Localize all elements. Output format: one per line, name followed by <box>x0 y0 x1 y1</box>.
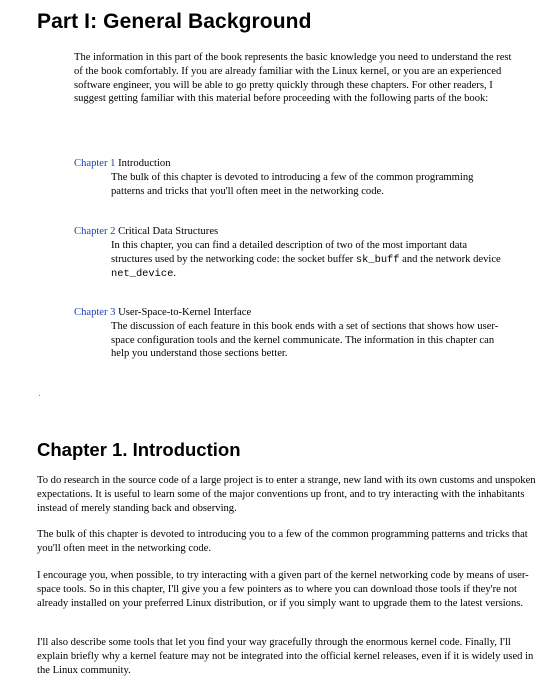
chapter-entry-description: The discussion of each feature in this book ends with a set of sections that shows how user-space configuration tools and the kernel communicate. The information in this chapter can help you understand those sections better. <box>111 320 499 360</box>
body-paragraph: To do research in the source code of a large project is to enter a strange, new land with its own customs and unspoken expectations. It is useful to learn some of the major conventions up front, and to try interacting with the inhabitants instead of merely standing back and observing. <box>37 475 536 514</box>
chapter-3-link[interactable]: Chapter 3 <box>74 307 116 318</box>
body-paragraph: I'll also describe some tools that let you find your way gracefully through the enormous kernel code. Finally, I'll explain briefly why a kernel feature may not be integrated into the official kernel releases, even if it is widely used in the Linux community. <box>37 637 534 676</box>
chapter-entry-title: Critical Data Structures <box>118 226 219 237</box>
part-title: Part I: General Background <box>37 10 312 33</box>
chapter-entry-title: User-Space-to-Kernel Interface <box>118 307 252 318</box>
chapter-entry-description <box>111 239 501 282</box>
code-net-device: net_device <box>111 268 174 281</box>
chapter-1-link[interactable]: Chapter 1 <box>74 158 116 169</box>
part-intro-paragraph: The information in this part of the book represents the basic knowledge you need to understand the rest of the book comfortably. If you are already familiar with the Linux kernel, or you are an experienced software engineer, you will be able to go pretty quickly through these chapters. For other readers, I suggest getting familiar with this material before proceeding with the following parts of the book: <box>74 52 512 105</box>
description-text: . <box>173 268 177 280</box>
description-text: and the network device <box>399 253 501 265</box>
description-text: In this chapter, you can find a detailed description of two of the most important data structures used by the networking code: the socket buffer <box>111 239 468 265</box>
chapter-entry-heading <box>74 157 504 171</box>
body-paragraph: The bulk of this chapter is devoted to introducing you to a few of the common programming patterns and tricks that you'll often meet in the networking code. <box>37 529 528 554</box>
chapter-entry-2 <box>74 225 504 282</box>
body-paragraph: I encourage you, when possible, to try interacting with a given part of the kernel networking code by means of user-space tools. So in this chapter, I'll give you a few pointers as to where you can download those tools if they're not already installed on your preferred Linux distribution, or if you simply want to upgrade them to the latest versions. <box>37 570 529 609</box>
chapter-entry-heading <box>74 306 504 320</box>
chapter-heading: Chapter 1. Introduction <box>37 439 241 460</box>
chapter-entry-description: The bulk of this chapter is devoted to introducing a few of the common programming patterns and tricks that you'll often meet in the networking code. <box>111 171 474 197</box>
chapter-entry-1 <box>74 157 504 198</box>
chapter-entry-heading <box>74 225 504 239</box>
stray-dot <box>39 395 40 396</box>
chapter-entry-title: Introduction <box>118 158 171 169</box>
code-sk-buff: sk_buff <box>355 253 400 266</box>
chapter-entry-3 <box>74 306 504 361</box>
chapter-2-link[interactable]: Chapter 2 <box>74 226 116 237</box>
